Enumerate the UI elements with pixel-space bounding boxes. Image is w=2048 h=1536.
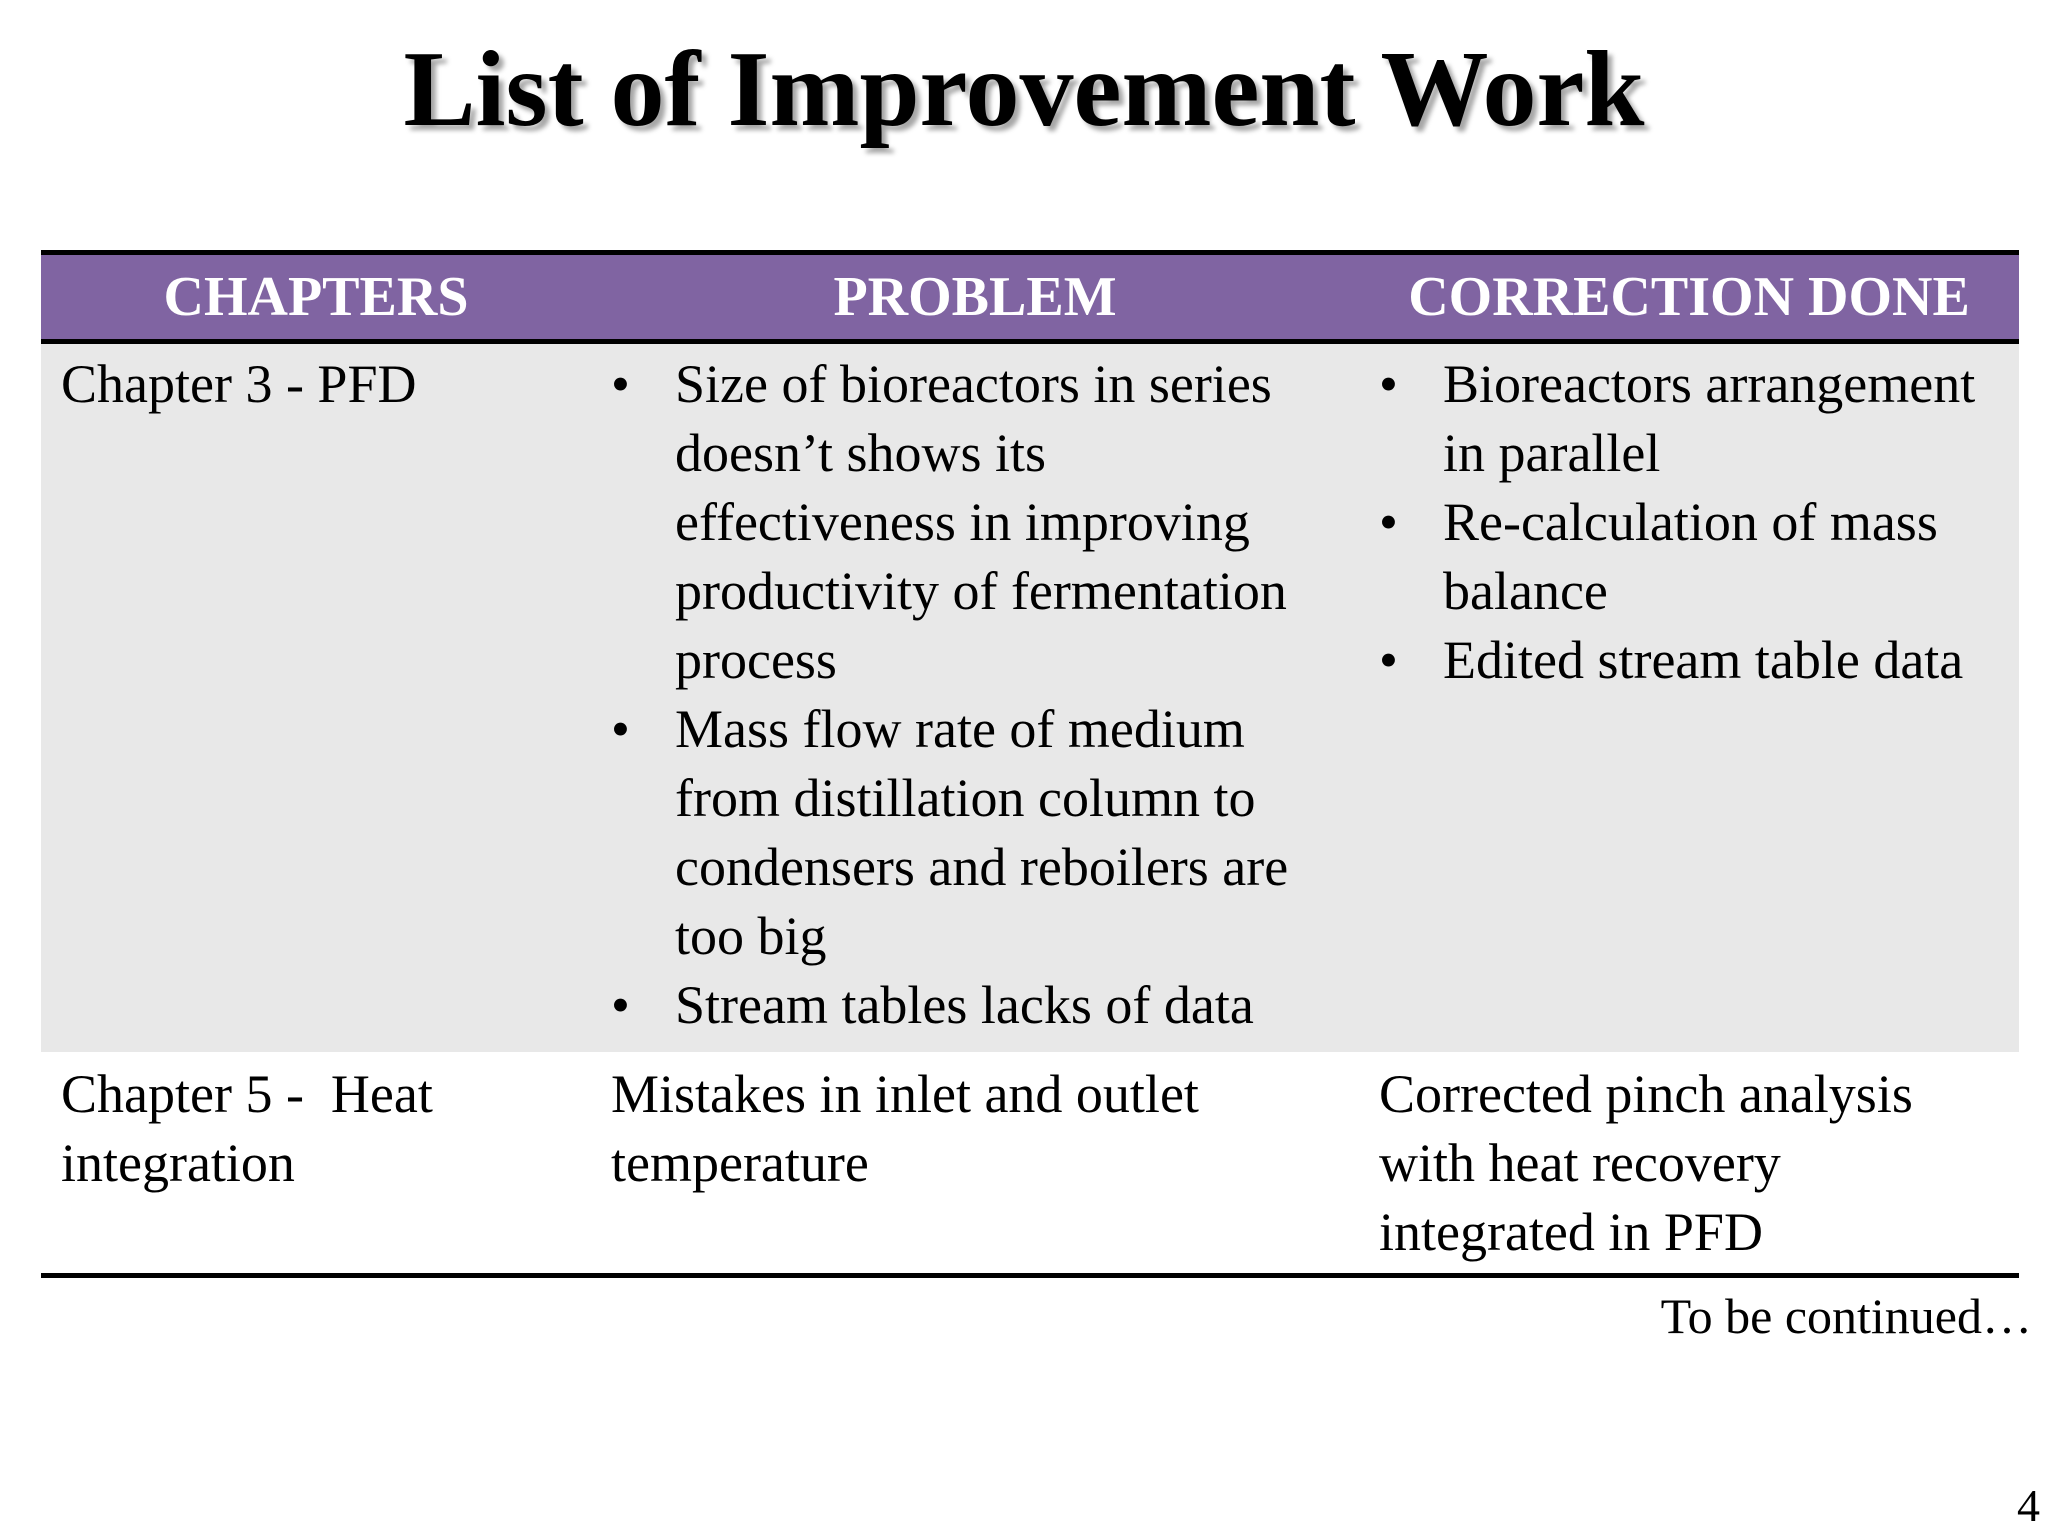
correction-cell bbox=[1359, 342, 2019, 1053]
correction-item: • Bioreactors arrangement in parallel bbox=[1379, 350, 1999, 488]
problem-cell bbox=[591, 342, 1359, 1053]
slide-title: List of Improvement Work bbox=[403, 30, 1645, 149]
table-row-chapter-5 bbox=[41, 1052, 2019, 1276]
header-correction-done: CORRECTION DONE bbox=[1359, 253, 2019, 342]
problem-cell: Mistakes in inlet and outlet temperature bbox=[591, 1052, 1359, 1276]
correction-cell: Corrected pinch analysis with heat recovery integrated in PFD bbox=[1359, 1052, 2019, 1276]
correction-list bbox=[1379, 350, 1999, 695]
improvement-table bbox=[41, 250, 2019, 1278]
continued-note: To be continued… bbox=[1660, 1288, 2032, 1344]
chapter-cell: Chapter 5 - Heat integration bbox=[41, 1052, 591, 1276]
page-number: 4 bbox=[2017, 1480, 2040, 1531]
problem-item: • Size of bioreactors in series doesn’t shows its effectiveness in improving productivity of fermentation process bbox=[611, 350, 1339, 695]
correction-item: • Re-calculation of mass balance bbox=[1379, 488, 1999, 626]
problem-item: • Stream tables lacks of data bbox=[611, 971, 1339, 1040]
problem-item: • Mass flow rate of medium from distillation column to condensers and reboilers are too big bbox=[611, 695, 1339, 971]
problem-list bbox=[611, 350, 1339, 1040]
chapter-cell: Chapter 3 - PFD bbox=[41, 342, 591, 1053]
header-chapters: CHAPTERS bbox=[41, 253, 591, 342]
correction-item: • Edited stream table data bbox=[1379, 626, 1999, 695]
table-row-chapter-3 bbox=[41, 342, 2019, 1053]
improvement-table-container bbox=[41, 250, 2019, 1278]
header-problem: PROBLEM bbox=[591, 253, 1359, 342]
table-header-row bbox=[41, 253, 2019, 342]
